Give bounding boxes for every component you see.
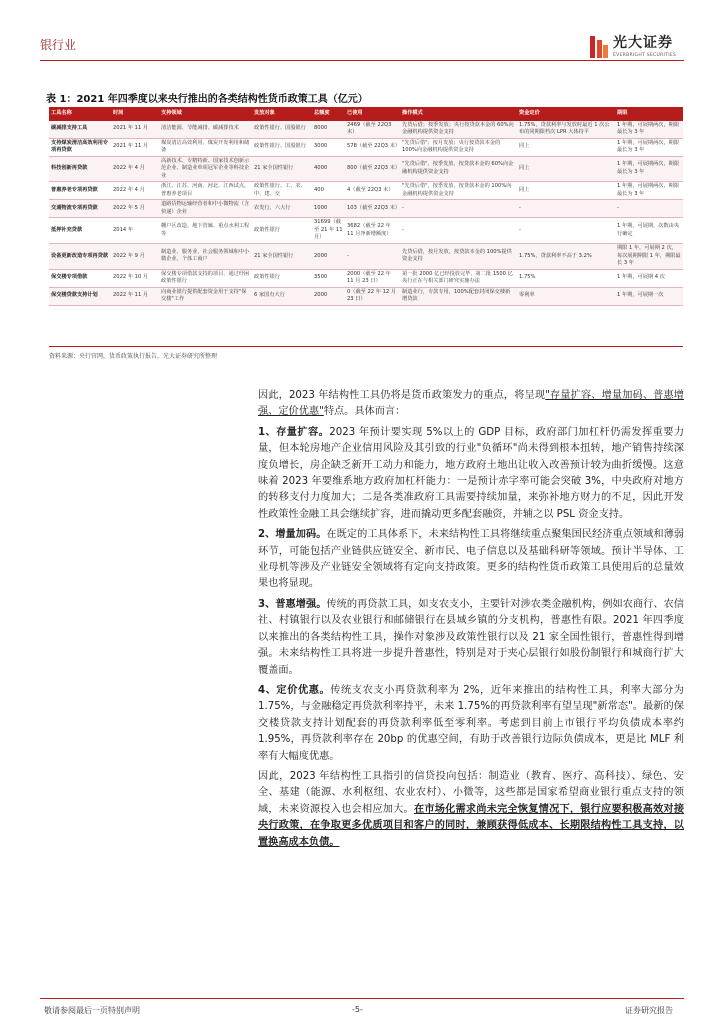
table-cell: 保交楼专项借款支持的项目、通过纾困政策性银行 bbox=[159, 269, 252, 287]
table-cell: 1 年期，可展期两次，期限最长为 3 年 bbox=[615, 182, 683, 200]
table-cell: 1 年期，可展期，次数由央行确定 bbox=[615, 218, 683, 244]
table-cell: 2022 年 4 月 bbox=[111, 182, 159, 200]
table-row bbox=[49, 156, 683, 182]
table-cell: - bbox=[400, 218, 517, 244]
table-row bbox=[49, 243, 683, 269]
table-cell: 2022 年 5 月 bbox=[111, 200, 159, 218]
table-body bbox=[49, 121, 683, 306]
column-header: 已使用 bbox=[345, 107, 400, 121]
table-cell: 4（截至 22Q3 末） bbox=[345, 182, 400, 200]
table-cell: 2469（截至 22Q3 末） bbox=[345, 121, 400, 139]
table-title: 表 1：2021 年四季度以来央行推出的各类结构性货币政策工具（亿元） bbox=[46, 94, 368, 105]
tool-name-cell: 支持煤炭清洁高效利用专项再贷款 bbox=[49, 138, 111, 156]
table-cell: 578（截至 22Q3 末） bbox=[345, 138, 400, 156]
table-cell: 高新技术、专精特新、国家技术创新示范企业、制造业单项冠军企业等科技企业 bbox=[159, 156, 252, 182]
table-cell: 政策性银行、国股银行 bbox=[252, 138, 312, 156]
table-cell: 向商业银行提供配套资金用于支持"保交楼"工作 bbox=[159, 287, 252, 305]
table-cell: 3000 bbox=[312, 138, 345, 156]
table-cell: - bbox=[400, 200, 517, 218]
table-cell: 2021 年 11 月 bbox=[111, 138, 159, 156]
table-cell: 31699（截至 21 年 11 月） bbox=[312, 218, 345, 244]
table-cell: 政策性银行、工、农、中、建、交 bbox=[252, 182, 312, 200]
tool-name-cell: 交通物流专项再贷款 bbox=[49, 200, 111, 218]
page-number: -5- bbox=[352, 1005, 363, 1014]
table-cell: 期限 1 年，可展期 2 次，每次展期期限 1 年，期限最长 3 年 bbox=[615, 243, 683, 269]
table-cell: 2022 年 10 月 bbox=[111, 269, 159, 287]
footer-disclaimer: 敬请参阅最后一页特别声明 bbox=[44, 1006, 140, 1015]
brand-logo bbox=[590, 36, 676, 58]
footer-report-type: 证券研究报告 bbox=[625, 1006, 673, 1015]
point-3-paragraph bbox=[258, 597, 684, 679]
point-2-heading: 2、增量加码。 bbox=[258, 529, 327, 541]
column-header: 操作模式 bbox=[400, 107, 517, 121]
table-cell: 1 年期，可展期两次，期限最长为 3 年 bbox=[615, 121, 683, 139]
column-header: 时间 bbox=[111, 107, 159, 121]
table-cell: 1 年期，可展期 4 次 bbox=[615, 269, 683, 287]
tool-name-cell: 保交楼专项借款 bbox=[49, 269, 111, 287]
table-cell: 1000 bbox=[312, 200, 345, 218]
column-header: 工具名称 bbox=[49, 107, 111, 121]
table-cell: 1 年期，可展期两次，期限最长为 3 年 bbox=[615, 156, 683, 182]
table-cell: 同上 bbox=[517, 138, 615, 156]
table-cell: 1 年期，可展期两次，期限最长为 3 年 bbox=[615, 138, 683, 156]
table-row bbox=[49, 138, 683, 156]
table-cell: 4000 bbox=[312, 156, 345, 182]
table-cell: 2014 年 bbox=[111, 218, 159, 244]
table-cell: 2000 bbox=[312, 287, 345, 305]
table-cell: 8000 bbox=[312, 121, 345, 139]
column-header: 发放对象 bbox=[252, 107, 312, 121]
table-cell: 政策性银行、国股银行 bbox=[252, 121, 312, 139]
table-cell: - bbox=[345, 243, 400, 269]
tool-name-cell: 科技创新再贷款 bbox=[49, 156, 111, 182]
analysis-body bbox=[258, 388, 684, 855]
logo-name-en: EVERBRIGHT SECURITIES bbox=[613, 53, 677, 58]
conclusion-emphasis: 在市场化需求尚未完全恢复情况下，银行应要积极高效对接央行政策，在争取更多优质项目和客户的同时，兼顾获得低成本、长期限结构性工具支持，以置换高成本负债。 bbox=[258, 803, 685, 848]
column-header: 总额度 bbox=[312, 107, 345, 121]
table-cell: 1.75%，贷款利率不高于 3.2% bbox=[517, 243, 615, 269]
table-cell: 棚户区改造、地下管廊、重点水利工程等 bbox=[159, 218, 252, 244]
tool-name-cell: 设备更新改造专项再贷款 bbox=[49, 243, 111, 269]
table-cell: 2000 bbox=[312, 243, 345, 269]
point-4-text: 传统支农支小再贷款利率为 2%，近年来推出的结构性工具，利率大部分为 1.75%，与金融稳定再贷款利率持平，未来 1.75%的再贷款利率有望呈现"新常态"。最新的保交楼贷款支持计划配套的再贷款利率低至零利率。考虑到目前上市银行平均负债成本率约 1.95%，再贷款利率存在 20bp 的优惠空间，有助于改善银行边际负债成本，更是比 MLF 利率有大幅度优惠。 bbox=[258, 684, 684, 762]
table-cell: 先贷后借；按季发放；央行按贷款本金的 60%向金融机构提供资金支持 bbox=[400, 121, 517, 139]
table-cell: 21 家全国性银行 bbox=[252, 156, 312, 182]
table-row bbox=[49, 287, 683, 305]
footer-divider bbox=[40, 998, 684, 999]
table-row bbox=[49, 182, 683, 200]
point-1-heading: 1、存量扩容。 bbox=[258, 426, 330, 438]
table-cell: 清洁能源、节能减排、碳减排技术 bbox=[159, 121, 252, 139]
table-cell: 2000（截至 22 年 11 月 23 日） bbox=[345, 269, 400, 287]
table-row bbox=[49, 218, 683, 244]
table-cell: 第一批 2000 亿已经投放完毕，第二批 1500 亿央行正在与相关部门研究实施办法 bbox=[400, 269, 517, 287]
table-cell: 煤炭清洁高效利用、煤炭开发利用和储备 bbox=[159, 138, 252, 156]
table-source-note: 资料来源：央行官网，货币政策执行报告，光大证券研究所整理 bbox=[49, 353, 218, 360]
table-cell: 制造业、服务业、社会服务领域和中小微企业、个体工商户 bbox=[159, 243, 252, 269]
table-row bbox=[49, 121, 683, 139]
table-cell: 2022 年 4 月 bbox=[111, 156, 159, 182]
table-cell: - bbox=[517, 218, 615, 244]
tool-name-cell: 碳减排支持工具 bbox=[49, 121, 111, 139]
point-2-paragraph bbox=[258, 527, 684, 593]
point-1-paragraph bbox=[258, 425, 684, 523]
table-cell: 0（截至 22 年 12 月 23 日） bbox=[345, 287, 400, 305]
policy-tools-table bbox=[49, 107, 683, 306]
table-cell: 1.75% bbox=[517, 269, 615, 287]
table-row bbox=[49, 200, 683, 218]
table-cell: 农发行、六大行 bbox=[252, 200, 312, 218]
column-header: 资金定价 bbox=[517, 107, 615, 121]
table-cell: 3500 bbox=[312, 269, 345, 287]
point-1-text: 2023 年预计要实现 5%以上的 GDP 目标，政府部门加杠杆仍需发挥重要力量，但本轮房地产企业信用风险及其引致的行业"负循环"尚未得到根本扭转，地产销售持续深度负增长，房企缺乏新开工动力和能力，地方政府土地出让收入改善预计较为曲折缓慢。这意味着 2023 年要维系地方政府加杠杆能力：一是预计赤字率可能会突破 3%，中央政府对地方的转移支付力度加大；二是各类准政府工具需要持续加量，来弥补地方财力的不足，因此开发性政策性金融工具会继续扩容，进而撬动更多配套融资，并辅之以 PSL 资金支持。 bbox=[258, 426, 685, 520]
column-header: 期限 bbox=[615, 107, 683, 121]
point-3-text: 传统的再贷款工具，如支农支小，主要针对涉农类金融机构，例如农商行、农信社、村镇银行以及农业银行和邮储银行在县域乡镇的分支机构，普惠性有限。2021 年四季度以来推出的各类结构性工具，操作对象涉及政策性银行以及 21 家全国性银行，普惠性得到增强。未来结构性工具将进一步提升普惠性，特别是对于夹心层银行如股份制银行和城商行扩大覆盖面。 bbox=[258, 598, 684, 676]
intro-paragraph bbox=[258, 388, 684, 421]
table-cell: 103（截至 22Q3 末） bbox=[345, 200, 400, 218]
intro-tail-text: 特点。具体而言： bbox=[323, 406, 406, 418]
tool-name-cell: 普惠养老专项再贷款 bbox=[49, 182, 111, 200]
table-cell: "先贷后借"；按月发放；央行按贷款本金的 100%向金融机构提供资金支持 bbox=[400, 138, 517, 156]
table-cell: 2022 年 9 月 bbox=[111, 243, 159, 269]
point-2-text: 在既定的工具体系下，未来结构性工具将继续重点聚集国民经济重点领域和薄弱环节，可能包括产业链供应链安全、新市民、电子信息以及基础科研等领域。预计半导体、工业母机等涉及产业链安全领域将有定向支持政策。更多的结构性货币政策工具使用后的总量效果也将显现。 bbox=[258, 529, 684, 590]
tool-name-cell: 抵押补充贷款 bbox=[49, 218, 111, 244]
table-cell: 先贷后借，按月发放，按贷款本金的 100%提供资金支持 bbox=[400, 243, 517, 269]
table-cell: "先贷后借"，按季发放，按贷款本金的 100%向金融机构提供资金支持 bbox=[400, 182, 517, 200]
conclusion-paragraph bbox=[258, 769, 684, 851]
logo-icon bbox=[590, 36, 608, 58]
table-cell: - bbox=[517, 200, 615, 218]
table-header-row bbox=[49, 107, 683, 121]
table-cell: 800（截至 22Q3 末） bbox=[345, 156, 400, 182]
table-cell: 2022 年 11 月 bbox=[111, 287, 159, 305]
point-4-paragraph bbox=[258, 683, 684, 765]
header-section-label: 银行业 bbox=[40, 38, 77, 52]
table-cell: 同上 bbox=[517, 182, 615, 200]
point-4-heading: 4、定价优惠。 bbox=[258, 684, 331, 696]
table-cell: - bbox=[615, 200, 683, 218]
table-cell: 1.75%，贷款利率与发放时最近 1 次公布的同期限档次 LPR 大体持平 bbox=[517, 121, 615, 139]
intro-key-features: "存量扩容、增量加码、普惠增强、定价优惠" bbox=[258, 390, 684, 418]
table-cell: 道路货物运输经营者和中小微物流（含快递）企业 bbox=[159, 200, 252, 218]
tool-name-cell: 保交楼贷款支持计划 bbox=[49, 287, 111, 305]
table-cell: 政策性银行 bbox=[252, 269, 312, 287]
point-3-heading: 3、普惠增强。 bbox=[258, 598, 327, 610]
table-cell: 零利率 bbox=[517, 287, 615, 305]
table-cell: 浙江、江苏、河南、河北、江西试点，普惠养老项目 bbox=[159, 182, 252, 200]
column-header: 支持领域 bbox=[159, 107, 252, 121]
conclusion-text: 因此，2023 年结构性工具指引的信贷投向包括：制造业（教育、医疗、高科技）、绿色、安全、基建（能源、水利枢纽、农业农村）、小微等，这些都是国家希望商业银行重点支持的领域，未来资源投入也会相应加大。 bbox=[258, 770, 684, 815]
logo-name-cn: 光大证券 bbox=[613, 35, 673, 51]
intro-lead-text: 因此，2023 年结构性工具仍将是货币政策发力的重点，将呈现 bbox=[258, 390, 546, 401]
table-cell: 3682（截至 22 年 11 月净新增额度） bbox=[345, 218, 400, 244]
table-cell: 制造业行，专款专用，100%配套封闭保交楼新增贷款 bbox=[400, 287, 517, 305]
table-bottom-rule bbox=[49, 346, 683, 347]
table-cell: "先贷后借"，按季发放，按贷款本金的 60%向金融机构提供资金支持 bbox=[400, 156, 517, 182]
table-cell: 2021 年 11 月 bbox=[111, 121, 159, 139]
table-cell: 同上 bbox=[517, 156, 615, 182]
header-divider bbox=[40, 60, 684, 61]
table-cell: 政策性银行 bbox=[252, 218, 312, 244]
table-row bbox=[49, 269, 683, 287]
table-cell: 6 家国有大行 bbox=[252, 287, 312, 305]
table-cell: 1 年期，可展期一次 bbox=[615, 287, 683, 305]
table-cell: 21 家全国性银行 bbox=[252, 243, 312, 269]
policy-table-container bbox=[49, 107, 683, 306]
table-cell: 400 bbox=[312, 182, 345, 200]
